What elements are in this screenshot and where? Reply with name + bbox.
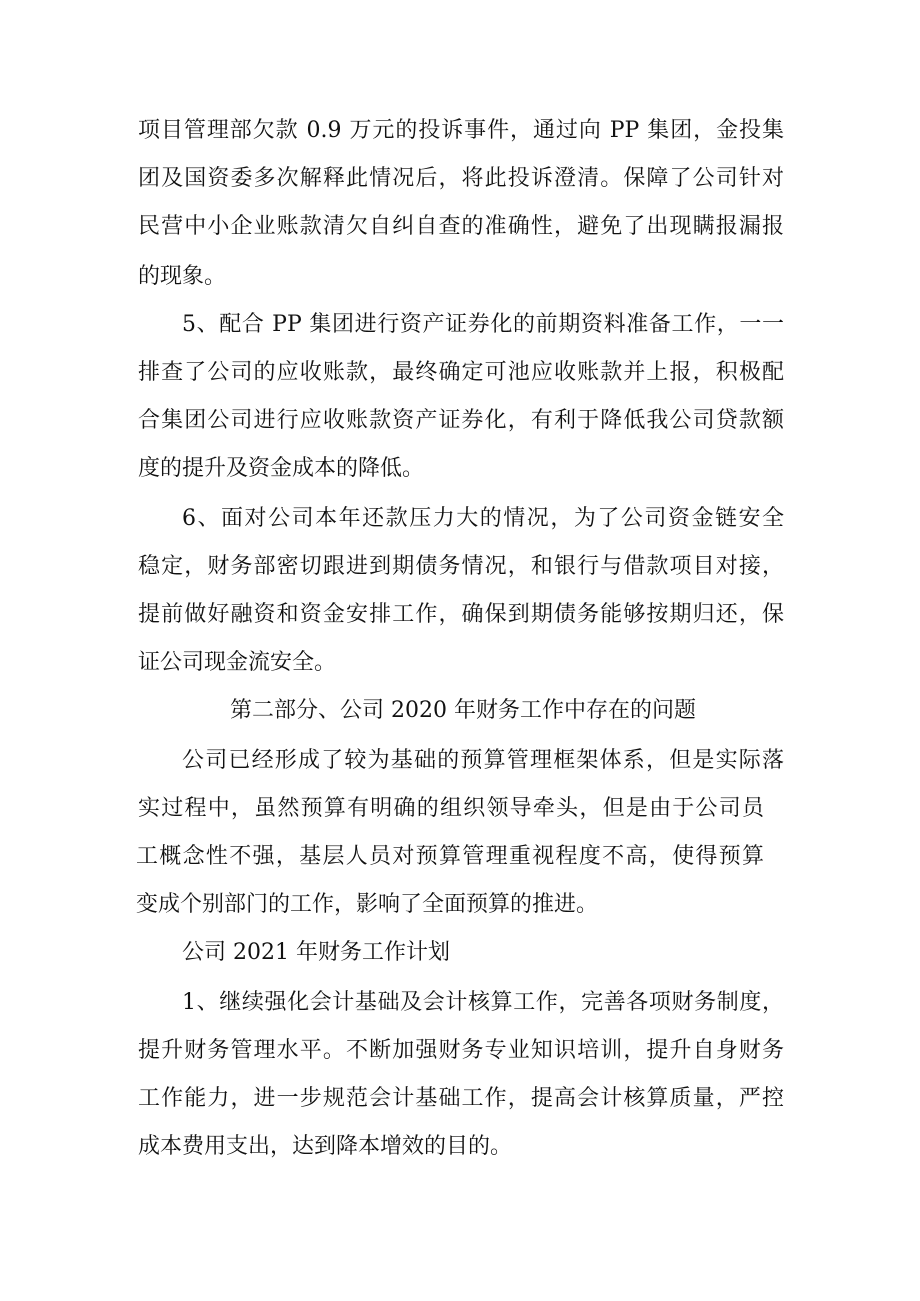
section-heading: 第二部分、公司 2020 年财务工作中存在的问题 <box>230 698 696 723</box>
paragraph-line: 实过程中，虽然预算有明确的组织领导牵头，但是由于公司员 <box>138 796 764 821</box>
paragraph-line: 工概念性不强，基层人员对预算管理重视程度不高，使得预算 <box>136 844 764 869</box>
paragraph-line: 提前做好融资和资金安排工作，确保到期债务能够按期归还，保 <box>138 602 784 627</box>
paragraph-line: 公司已经形成了较为基础的预算管理框架体系，但是实际落 <box>182 748 784 773</box>
paragraph-line: 排查了公司的应收账款，最终确定可池应收账款并上报，积极配 <box>138 360 784 385</box>
paragraph-line: 1、继续强化会计基础及会计核算工作，完善各项财务制度， <box>182 990 784 1015</box>
paragraph-line: 工作能力，进一步规范会计基础工作，提高会计核算质量，严控 <box>138 1086 784 1111</box>
paragraph-line: 提升财务管理水平。不断加强财务专业知识培训，提升自身财务 <box>138 1038 784 1063</box>
paragraph-line: 度的提升及资金成本的降低。 <box>138 456 425 481</box>
section-heading: 公司 2021 年财务工作计划 <box>182 940 450 965</box>
paragraph-line: 民营中小企业账款清欠自纠自查的准确性，避免了出现瞒报漏报 <box>138 214 784 239</box>
paragraph-line: 稳定，财务部密切跟进到期债务情况，和银行与借款项目对接， <box>138 554 784 579</box>
paragraph-line: 成本费用支出，达到降本增效的目的。 <box>138 1134 513 1159</box>
paragraph-line: 项目管理部欠款 0.9 万元的投诉事件，通过向 PP 集团，金投集 <box>138 118 784 143</box>
paragraph-line: 5、配合 PP 集团进行资产证券化的前期资料准备工作，一一 <box>182 312 784 337</box>
paragraph-line: 团及国资委多次解释此情况后，将此投诉澄清。保障了公司针对 <box>138 166 784 191</box>
paragraph-line: 6、面对公司本年还款压力大的情况，为了公司资金链安全 <box>182 506 784 531</box>
paragraph-line: 的现象。 <box>138 264 227 289</box>
paragraph-line: 变成个别部门的工作，影响了全面预算的推进。 <box>136 892 599 917</box>
paragraph-line: 证公司现金流安全。 <box>138 650 337 675</box>
paragraph-line: 合集团公司进行应收账款资产证券化，有利于降低我公司贷款额 <box>138 408 784 433</box>
